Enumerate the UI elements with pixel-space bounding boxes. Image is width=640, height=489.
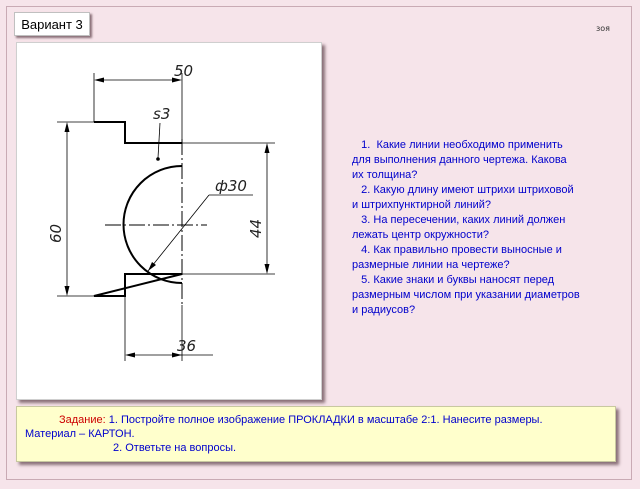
technical-drawing xyxy=(17,43,321,399)
question-line: и штрихпунктирной линий? xyxy=(352,199,492,211)
question-line: для выполнения данного чертежа. Какова xyxy=(352,154,567,166)
task-line-1: 1. Постройте полное изображение ПРОКЛАДКИ в масштабе 2:1. Нанесите размеры. xyxy=(105,414,543,426)
drawing-sheet xyxy=(16,42,322,400)
dim-text-s3: s3 xyxy=(153,105,171,123)
dim-text-36: 36 xyxy=(177,337,197,355)
question-line: 1. Какие линии необходимо применить xyxy=(352,139,563,151)
task-label: Задание: xyxy=(59,414,106,426)
question-line: 2. Какую длину имеют штрихи штриховой xyxy=(352,184,574,196)
task-line-2: Материал – КАРТОН. xyxy=(25,428,135,440)
task-box xyxy=(16,406,616,462)
question-line: 3. На пересечении, каких линий должен xyxy=(352,214,566,226)
dim-text-44: 44 xyxy=(247,218,265,238)
question-line: их толщина? xyxy=(352,169,418,181)
dim-text-60: 60 xyxy=(47,223,65,243)
questions-list xyxy=(352,138,622,318)
question-line: и радиусов? xyxy=(352,304,416,316)
variant-label: Вариант 3 xyxy=(14,12,90,36)
question-line: лежать центр окружности? xyxy=(352,229,489,241)
question-line: размерным числом при указании диаметров xyxy=(352,289,580,301)
task-row-1 xyxy=(25,413,607,427)
task-line-3: 2. Ответьте на вопросы. xyxy=(113,442,237,454)
question-line: 4. Как правильно провести выносные и xyxy=(352,244,562,256)
corner-code: зоя xyxy=(596,24,610,33)
question-line: размерные линии на чертеже? xyxy=(352,259,510,271)
dim-text-diameter: ф30 xyxy=(215,177,247,195)
part-outline xyxy=(94,122,182,296)
dim-text-50: 50 xyxy=(174,62,194,80)
question-line: 5. Какие знаки и буквы наносят перед xyxy=(352,274,555,286)
